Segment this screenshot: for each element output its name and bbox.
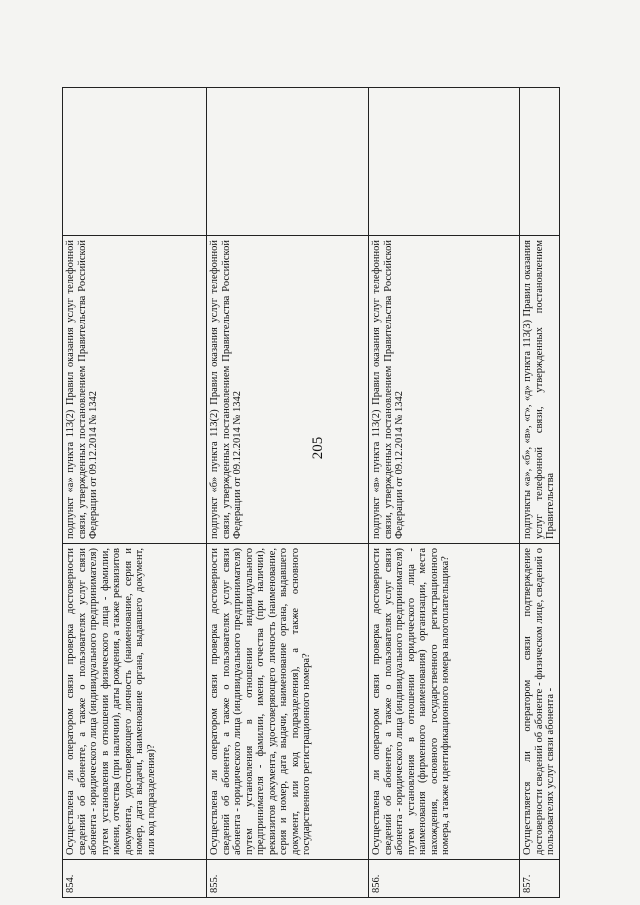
question-cell: Осуществлена ли оператором связи проверка достоверности сведений об абоненте, а также о пользователях услуг связи абонента - юридического лица (индивидуального предпринимателя) путем установления в отношении индивидуального предпринимателя - фамилии, имени, отчества (при наличии), реквизитов документа, удостоверяющего личность (наименование, серия и номер, дата выдачи, наименование органа, выдавшего документ, или код подразделения), а также основного государственного регистрационного номера? xyxy=(207,544,369,860)
reference-cell: подпункт «б» пункта 113(2) Правил оказания услуг телефонной связи, утвержденных постановлением Правительства Российской Федерации от 09.12.2014 № 1342 xyxy=(207,236,369,544)
question-cell: Осуществляется ли оператором связи подтверждение достоверности сведений об абоненте - физическом лице, сведений о пользователях услуг связи абонента - xyxy=(520,544,560,860)
question-cell: Осуществлена ли оператором связи проверка достоверности сведений об абоненте, а также о пользователях услуг связи абонента - юридического лица (индивидуального предпринимателя) путем установления в отношении физического лица - фамилии, имени, отчества (при наличии), даты рождения, а также реквизитов документа, удостоверяющего личность (наименование, серия и номер, дата выдачи, наименование органа, выдавшего документ, или код подразделения)? xyxy=(63,544,207,860)
table-row xyxy=(520,88,560,898)
answer-cell xyxy=(207,88,369,236)
row-number: 856. xyxy=(369,860,520,898)
reference-cell: подпункт «а» пункта 113(2) Правил оказания услуг телефонной связи, утвержденных постановлением Правительства Российской Федерации от 09.12.2014 № 1342 xyxy=(63,236,207,544)
row-number: 854. xyxy=(63,860,207,898)
rotated-checklist xyxy=(62,88,556,898)
checklist-table xyxy=(62,87,560,898)
answer-cell xyxy=(520,88,560,236)
reference-cell: подпункты «а», «б», «в», «г», «д» пункта 113(3) Правил оказания услуг телефонной связи, утвержденных постановлением Правительства xyxy=(520,236,560,544)
row-number: 857. xyxy=(520,860,560,898)
reference-cell: подпункт «в» пункта 113(2) Правил оказания услуг телефонной связи, утвержденных постановлением Правительства Российской Федерации от 09.12.2014 № 1342 xyxy=(369,236,520,544)
answer-cell xyxy=(63,88,207,236)
question-cell: Осуществлена ли оператором связи проверка достоверности сведений об абоненте, а также о пользователях услуг связи абонента - юридического лица (индивидуального предпринимателя) путем установления в отношении юридического лица - наименования (фирменного наименования) организации, места нахождения, основного государственного регистрационного номера, а также идентификационного номера налогоплательщика? xyxy=(369,544,520,860)
answer-cell xyxy=(369,88,520,236)
table-row xyxy=(207,88,369,898)
table-row xyxy=(63,88,207,898)
page-number: 205 xyxy=(310,436,326,460)
table-row xyxy=(369,88,520,898)
row-number: 855. xyxy=(207,860,369,898)
